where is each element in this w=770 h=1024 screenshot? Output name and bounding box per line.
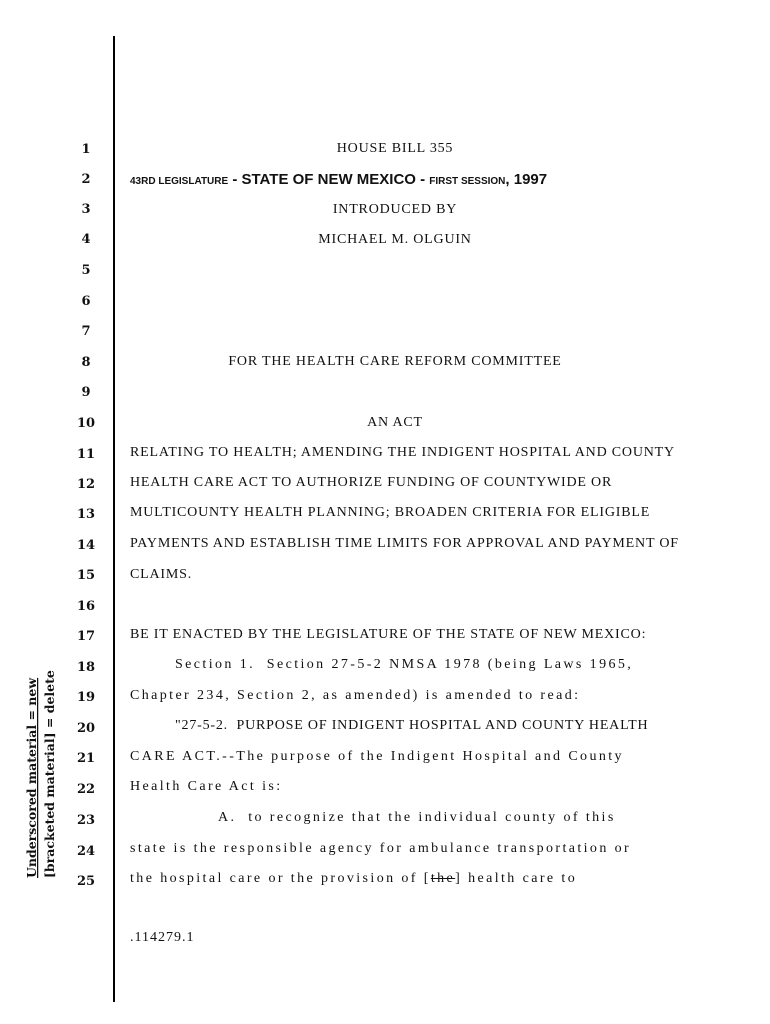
line-number: 13 bbox=[76, 507, 96, 522]
body-line: "27-5-2. PURPOSE OF INDIGENT HOSPITAL AND COUNTY HEALTH bbox=[175, 718, 649, 733]
body-text: ] health care to bbox=[455, 871, 578, 886]
introduced-by: INTRODUCED BY bbox=[332, 202, 458, 217]
margin-rule bbox=[113, 36, 115, 1002]
line-number: 15 bbox=[76, 568, 96, 583]
sponsor-name: MICHAEL M. OLGUIN bbox=[318, 232, 472, 247]
line-number: 9 bbox=[81, 385, 91, 400]
line-number: 23 bbox=[76, 813, 96, 828]
line-number: 25 bbox=[76, 874, 96, 889]
underscored-legend: Underscored material = new bbox=[24, 677, 39, 878]
line-number: 19 bbox=[76, 690, 96, 705]
session-label: FIRST SESSION bbox=[429, 176, 506, 187]
body-line: state is the responsible agency for ambulance transportation or bbox=[130, 841, 632, 856]
title-line: HEALTH CARE ACT TO AUTHORIZE FUNDING OF COUNTYWIDE OR bbox=[130, 475, 613, 490]
line-number: 10 bbox=[76, 416, 96, 431]
body-line: CARE ACT.--The purpose of the Indigent Hospital and County bbox=[130, 749, 624, 764]
body-line: A. to recognize that the individual county of this bbox=[218, 810, 616, 825]
line-number: 8 bbox=[81, 355, 91, 370]
body-line bbox=[130, 871, 577, 887]
title-line: MULTICOUNTY HEALTH PLANNING; BROADEN CRITERIA FOR ELIGIBLE bbox=[130, 505, 651, 520]
line-number: 1 bbox=[81, 142, 91, 157]
body-line: Section 1. Section 27-5-2 NMSA 1978 (being Laws 1965, bbox=[175, 657, 634, 672]
bill-code: .114279.1 bbox=[130, 930, 195, 945]
body-line: Chapter 234, Section 2, as amended) is amended to read: bbox=[130, 688, 581, 703]
act-heading: AN ACT bbox=[367, 415, 423, 430]
line-number: 6 bbox=[81, 294, 91, 309]
line-number: 24 bbox=[76, 844, 96, 859]
bracketed-legend: [bracketed material] = delete bbox=[42, 670, 57, 878]
line-number: 22 bbox=[76, 782, 96, 797]
line-number: 12 bbox=[76, 477, 96, 492]
bill-title: HOUSE BILL 355 bbox=[336, 141, 454, 156]
body-line: Health Care Act is: bbox=[130, 779, 283, 794]
session-year: , 1997 bbox=[505, 171, 548, 188]
title-line: PAYMENTS AND ESTABLISH TIME LIMITS FOR APPROVAL AND PAYMENT OF bbox=[130, 536, 679, 551]
side-legend bbox=[18, 632, 62, 880]
legislature-prefix: 43RD LEGISLATURE bbox=[130, 176, 229, 187]
state-title: - STATE OF NEW MEXICO - bbox=[228, 171, 430, 188]
line-number: 21 bbox=[76, 751, 96, 766]
title-line: RELATING TO HEALTH; AMENDING THE INDIGENT HOSPITAL AND COUNTY bbox=[130, 445, 675, 460]
line-number: 16 bbox=[76, 599, 96, 614]
body-text: the hospital care or the provision of [ bbox=[130, 871, 431, 886]
line-number: 7 bbox=[81, 324, 91, 339]
line-number: 18 bbox=[76, 660, 96, 675]
title-line: CLAIMS. bbox=[130, 567, 192, 582]
line-number: 20 bbox=[76, 721, 96, 736]
line-number: 14 bbox=[76, 538, 96, 553]
line-number: 4 bbox=[81, 232, 91, 247]
struck-text: the bbox=[430, 871, 456, 886]
line-number: 17 bbox=[76, 629, 96, 644]
line-number: 5 bbox=[81, 263, 91, 278]
legislature-heading bbox=[130, 171, 547, 190]
line-number: 3 bbox=[81, 202, 91, 217]
committee-line: FOR THE HEALTH CARE REFORM COMMITTEE bbox=[228, 354, 562, 369]
line-number: 2 bbox=[81, 172, 91, 187]
enacting-clause: BE IT ENACTED BY THE LEGISLATURE OF THE STATE OF NEW MEXICO: bbox=[130, 627, 647, 642]
line-number: 11 bbox=[76, 447, 96, 462]
